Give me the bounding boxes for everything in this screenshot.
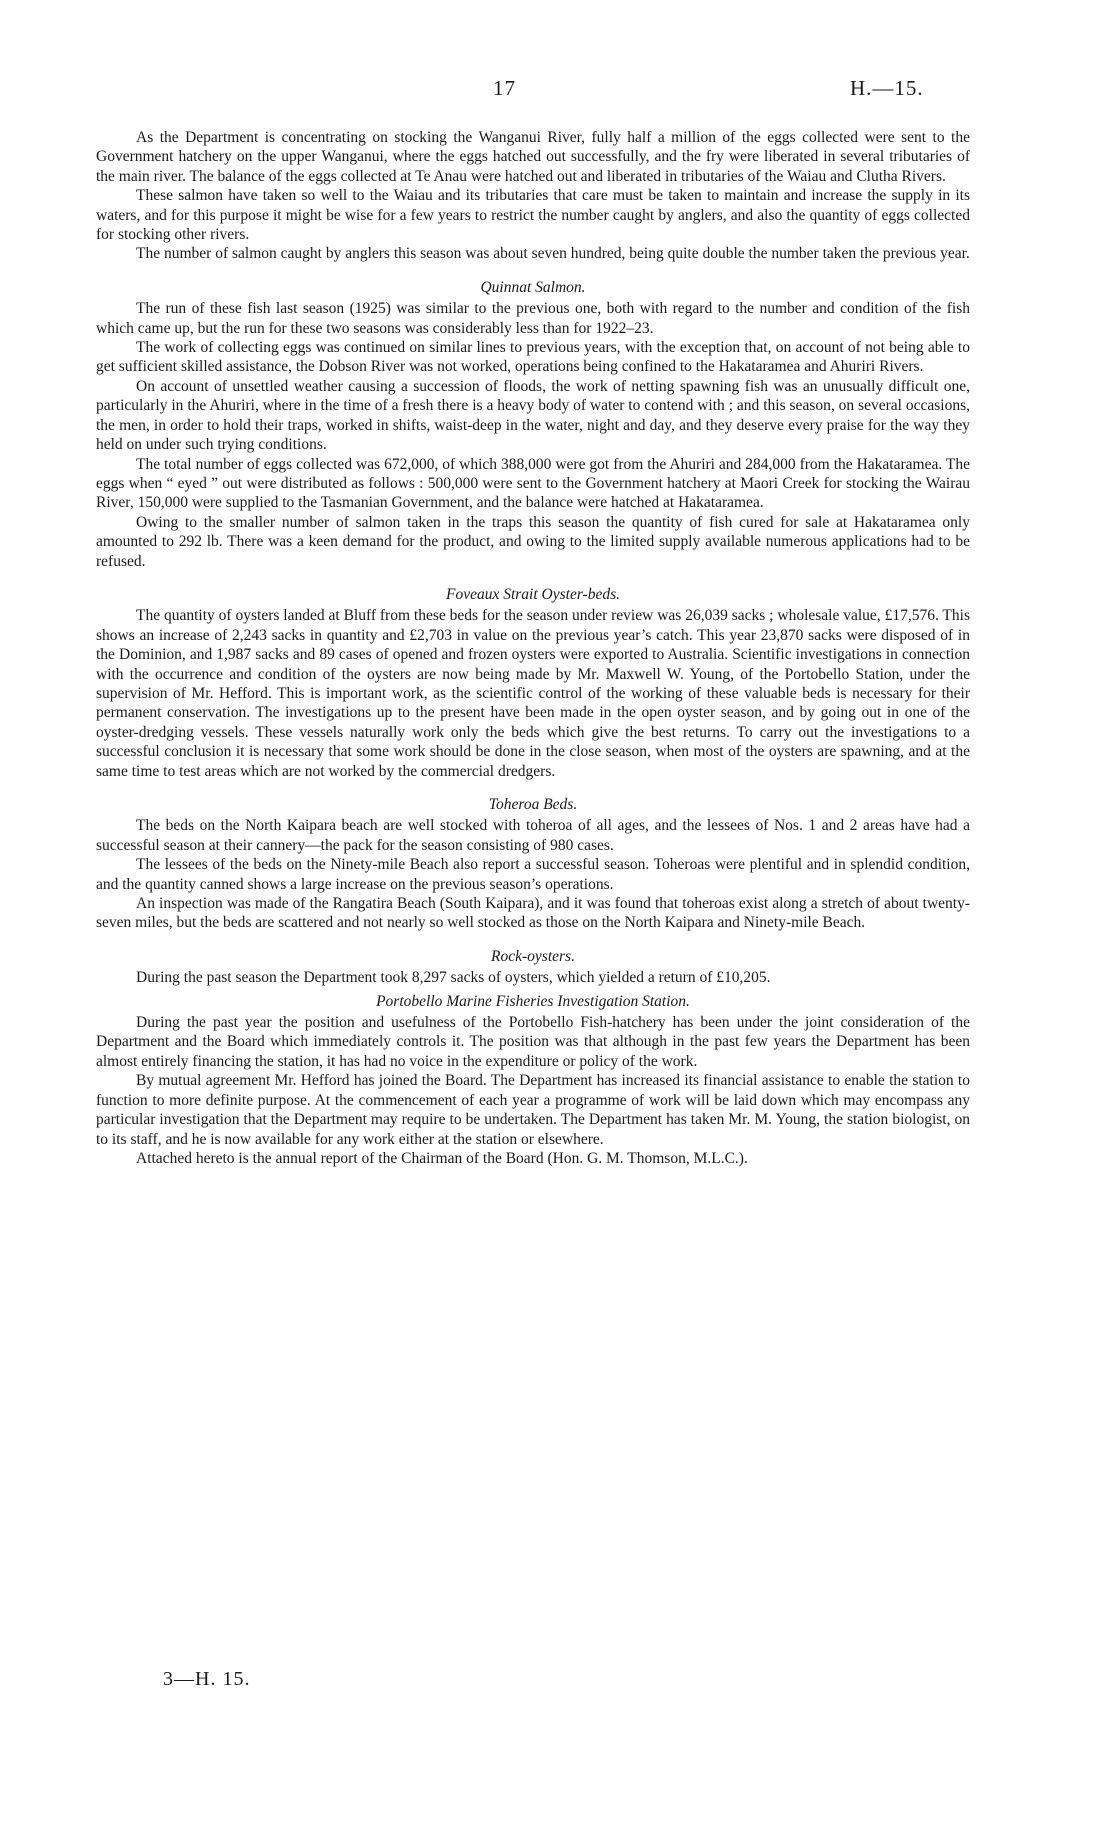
paragraph: The quantity of oysters landed at Bluff from these beds for the season under review was 26,039 sacks ; wholesale value, £17,576. This shows an increase of 2,243 sacks in quantity and £2,703 in value on the previous year’s catch. This year 23,870 sacks were disposed of in the Dominion, and 1,987 sacks and 89 cases of opened and frozen oysters were exported to Australia. Scientific investigations in connection with the occurrence and condition of the oysters are now being made by Mr. Maxwell W. Young, of the Portobello Station, under the supervision of Mr. Hefford. This is important work, as the scientific control of the working of these valuable beds is necessary for their permanent conservation. The investigations up to the present have been made in the open oyster season, and by going out in one of the oyster-dredging vessels. These vessels naturally work only the beds which give the best returns. To carry out the investigations to a successful conclusion it is necessary that some work should be done in the close season, when most of the oysters are spawning, and at the same time to test areas which are not worked by the commercial dredgers. — [96, 607, 970, 780]
paragraph: During the past year the position and usefulness of the Portobello Fish-hatchery has been under the joint consideration of the Department and the Board which immediately controls it. The position was that although in the past few years the Department has been almost entirely financing the station, it has had no voice in the expenditure or policy of the work. — [96, 1014, 970, 1070]
section-toheroa-beds — [96, 795, 970, 933]
section-foveaux-strait — [96, 585, 970, 781]
section-heading: Quinnat Salmon. — [480, 278, 586, 296]
section-intro — [96, 128, 970, 264]
paragraph: An inspection was made of the Rangatira Beach (South Kaipara), and it was found that toheroas exist along a stretch of about twenty-seven miles, but the beds are scattered and not nearly so well stocked as those on the North Kaipara and Ninety-mile Beach. — [96, 895, 970, 932]
section-heading: Toheroa Beds. — [488, 796, 578, 813]
section-portobello-station — [96, 992, 970, 1169]
document-body — [96, 128, 970, 1168]
paragraph: Attached hereto is the annual report of the Chairman of the Board (Hon. G. M. Thomson, M.L.C.). — [136, 1149, 748, 1167]
paragraph: The run of these fish last season (1925) was similar to the previous one, both with regard to the number and condition of the fish which came up, but the run for these two seasons was considerably less than for 1922–23. — [96, 300, 970, 337]
paragraph: The beds on the North Kaipara beach are well stocked with toheroa of all ages, and the lessees of Nos. 1 and 2 areas have had a successful season at their cannery—the pack for the season consisting of 980 cases. — [96, 817, 970, 854]
paragraph: During the past season the Department took 8,297 sacks of oysters, which yielded a return of £10,205. — [136, 969, 771, 987]
paragraph: The number of salmon caught by anglers this season was about seven hundred, being quite double the number taken the previous year. — [136, 245, 970, 263]
section-heading: Rock-oysters. — [491, 947, 575, 965]
document-reference: H.—15. — [850, 76, 924, 100]
paragraph: The total number of eggs collected was 672,000, of which 388,000 were got from the Ahuriri and 284,000 from the Hakataramea. The eggs when “ eyed ” out were distributed as follows : 500,000 were sent to the Government hatchery at Maori Creek for stocking the Wairau River, 150,000 were supplied to the Tasmanian Government, and the balance were hatched at Hakataramea. — [96, 455, 970, 512]
paragraph: On account of unsettled weather causing a succession of floods, the work of netting spawning fish was an unusually difficult one, particularly in the Ahuriri, where in the time of a fresh there is a heavy body of water to contend with ; and this season, on several occasions, the men, in order to hold their traps, worked in shifts, waist-deep in the water, night and day, and they deserve every praise for the way they held on under such trying conditions. — [96, 377, 970, 454]
paragraph: By mutual agreement Mr. Hefford has joined the Board. The Department has increased its financial assistance to enable the station to function to more definite purpose. At the commencement of each year a programme of work will be laid down which may encompass any particular investigation that the Department may require to be undertaken. The Department has taken Mr. M. Young, the station biologist, on to its staff, and he is now available for any work either at the station or elsewhere. — [96, 1072, 970, 1148]
section-heading: Foveaux Strait Oyster-beds. — [445, 585, 621, 603]
paragraph: Owing to the smaller number of salmon taken in the traps this season the quantity of fish cured for sale at Hakataramea only amounted to 292 lb. There was a keen demand for the product, and owing to the limited supply available numerous applications had to be refused. — [96, 513, 970, 570]
signature-mark: 3—H. 15. — [163, 1668, 251, 1690]
paragraph: The work of collecting eggs was continued on similar lines to previous years, with the exception that, on account of not being able to get sufficient skilled assistance, the Dobson River was not worked, operations being confined to the Hakataramea and Ahuriri Rivers. — [96, 339, 970, 376]
paragraph: The lessees of the beds on the Ninety-mile Beach also report a successful season. Toheroas were plentiful and in splendid condition, and the quantity canned shows a large increase on the previous season’s operations. — [96, 856, 970, 893]
paragraph: As the Department is concentrating on stocking the Wanganui River, fully half a million of the eggs collected were sent to the Government hatchery on the upper Wanganui, where the eggs hatched out successfully, and the fry were liberated in several tributaries of the main river. The balance of the eggs collected at Te Anau were hatched out and liberated in tributaries of the Waiau and Clutha Rivers. — [96, 129, 970, 185]
section-heading: Portobello Marine Fisheries Investigation Station. — [376, 992, 690, 1010]
paragraph: These salmon have taken so well to the Waiau and its tributaries that care must be taken to maintain and increase the supply in its waters, and for this purpose it might be wise for a few years to restrict the number caught by anglers, and also the quantity of eggs collected for stocking other rivers. — [96, 187, 970, 244]
section-quinnat-salmon — [96, 278, 970, 571]
page-number: 17 — [493, 76, 516, 100]
section-rock-oysters — [96, 947, 970, 988]
